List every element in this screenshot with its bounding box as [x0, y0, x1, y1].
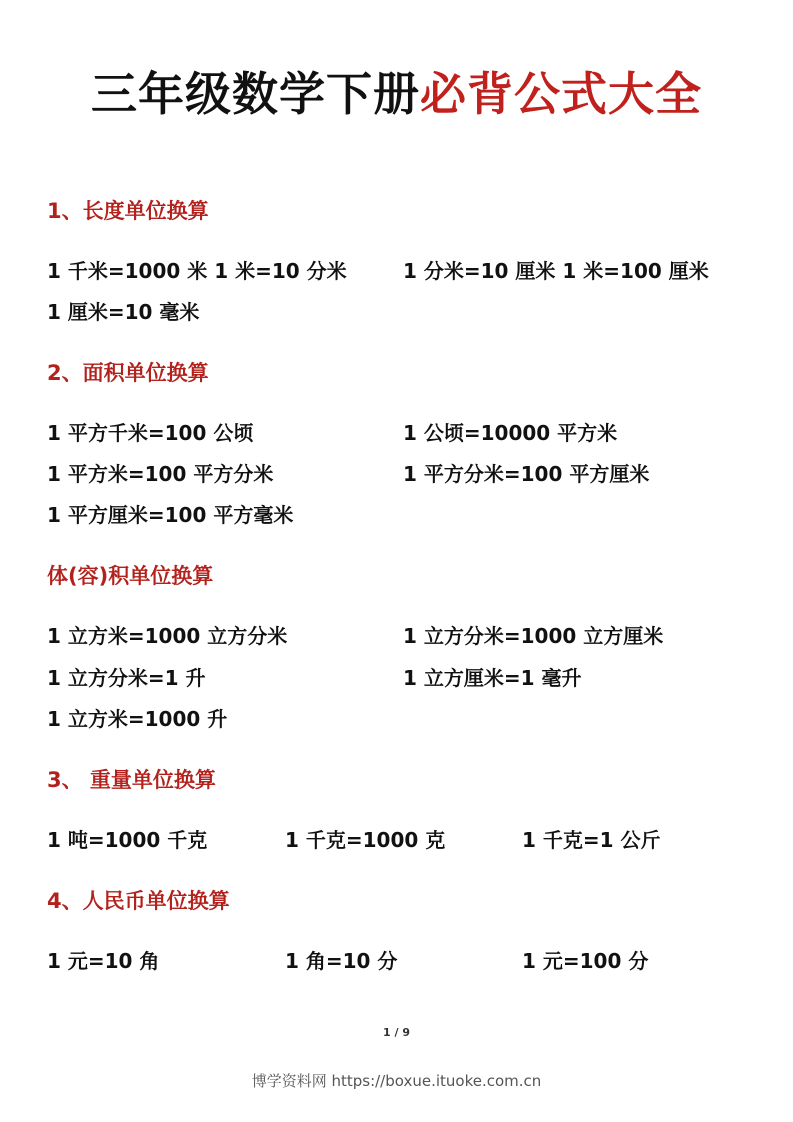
formula-row: [47, 621, 747, 651]
page-title: [0, 62, 793, 126]
formula-item: 1 平方厘米=100 平方毫米: [47, 503, 294, 527]
formula-item: 1 立方厘米=1 毫升: [403, 666, 582, 690]
formula-row: [47, 459, 747, 489]
formula-item: 1 千米=1000 米 1 米=10 分米: [47, 259, 347, 283]
title-black-part: 三年级数学下册: [91, 67, 420, 121]
formula-row: [47, 704, 747, 734]
formula-item: 1 千克=1 公斤: [522, 828, 661, 852]
formula-item: 1 厘米=10 毫米: [47, 300, 200, 324]
formula-row: [47, 946, 747, 976]
section-heading-weight: 3、 重量单位换算: [47, 768, 216, 792]
formula-item: 1 平方千米=100 公顷: [47, 421, 254, 445]
formula-item: 1 公顷=10000 平方米: [403, 421, 618, 445]
formula-row: [47, 500, 747, 530]
title-red-part: 必背公式大全: [420, 67, 702, 121]
formula-item: 1 分米=10 厘米 1 米=100 厘米: [403, 259, 709, 283]
formula-item: 1 立方分米=1 升: [47, 666, 206, 690]
formula-item: 1 立方分米=1000 立方厘米: [403, 624, 664, 648]
formula-row: [47, 663, 747, 693]
formula-item: 1 元=10 角: [47, 949, 160, 973]
section-heading-area: 2、面积单位换算: [47, 361, 209, 385]
formula-row: [47, 256, 747, 286]
section-heading-currency: 4、人民币单位换算: [47, 889, 230, 913]
section-heading-volume: 体(容)积单位换算: [47, 564, 214, 588]
formula-row: [47, 825, 747, 855]
formula-item: 1 立方米=1000 升: [47, 707, 228, 731]
formula-row: [47, 297, 747, 327]
formula-item: 1 平方米=100 平方分米: [47, 462, 274, 486]
formula-item: 1 立方米=1000 立方分米: [47, 624, 288, 648]
formula-item: 1 千克=1000 克: [285, 828, 446, 852]
footer-source: 博学资料网 https://boxue.ituoke.com.cn: [251, 1072, 542, 1090]
section-heading-length: 1、长度单位换算: [47, 199, 209, 223]
formula-item: 1 吨=1000 千克: [47, 828, 208, 852]
formula-row: [47, 418, 747, 448]
formula-item: 1 平方分米=100 平方厘米: [403, 462, 650, 486]
formula-item: 1 角=10 分: [285, 949, 398, 973]
formula-item: 1 元=100 分: [522, 949, 649, 973]
page-number: 1 / 9: [383, 1026, 410, 1039]
